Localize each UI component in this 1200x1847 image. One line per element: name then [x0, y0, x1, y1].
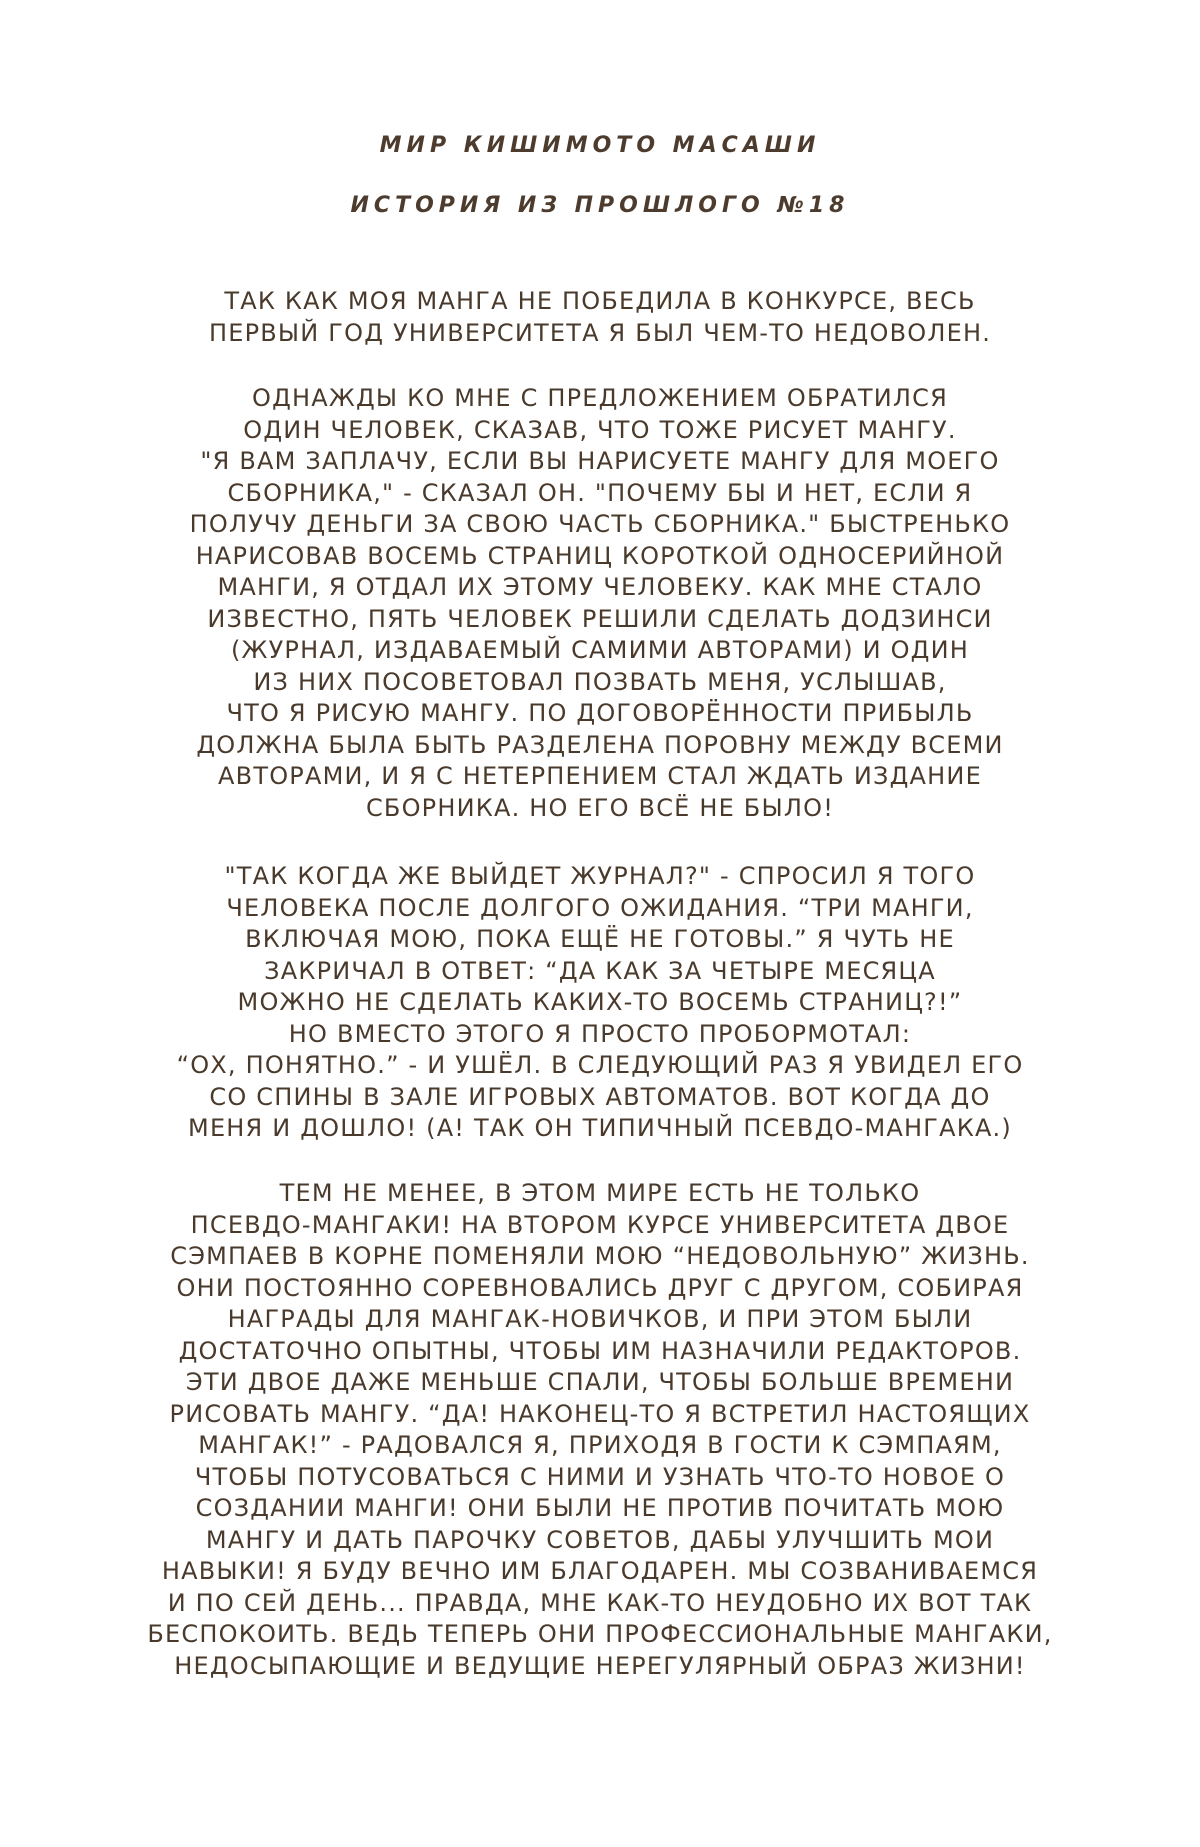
- paragraph-4: [90, 1178, 1110, 1682]
- text-line: ТАК КАК МОЯ МАНГА НЕ ПОБЕДИЛА В КОНКУРСЕ, ВЕСЬ: [224, 287, 976, 315]
- text-line: СОЗДАНИИ МАНГИ! ОНИ БЫЛИ НЕ ПРОТИВ ПОЧИТАТЬ МОЮ: [195, 1494, 1005, 1522]
- text-line: НО ВМЕСТО ЭТОГО Я ПРОСТО ПРОБОРМОТАЛ:: [288, 1019, 912, 1048]
- text-line: "Я ВАМ ЗАПЛАЧУ, ЕСЛИ ВЫ НАРИСУЕТЕ МАНГУ ДЛЯ МОЕГО: [200, 447, 1000, 475]
- paragraph-1: [90, 286, 1110, 349]
- text-line: МАНГИ, Я ОТДАЛ ИХ ЭТОМУ ЧЕЛОВЕКУ. КАК МНЕ СТАЛО: [217, 573, 983, 601]
- text-line: ЧТОБЫ ПОТУСОВАТЬСЯ С НИМИ И УЗНАТЬ ЧТО-ТО НОВОЕ О: [194, 1462, 1006, 1491]
- text-line: ЧТО Я РИСУЮ МАНГУ. ПО ДОГОВОРЁННОСТИ ПРИБЫЛЬ: [226, 699, 974, 727]
- text-line: СЭМПАЕВ В КОРНЕ ПОМЕНЯЛИ МОЮ “НЕДОВОЛЬНУЮ” ЖИЗНЬ.: [170, 1242, 1030, 1270]
- text-line: РИСОВАТЬ МАНГУ. “ДА! НАКОНЕЦ-ТО Я ВСТРЕТИЛ НАСТОЯЩИХ: [169, 1399, 1031, 1428]
- text-line: ЧЕЛОВЕКА ПОСЛЕ ДОЛГОГО ОЖИДАНИЯ. “ТРИ МАНГИ,: [226, 893, 974, 922]
- text-line: МЕНЯ И ДОШЛО! (А! ТАК ОН ТИПИЧНЫЙ ПСЕВДО-МАНГАКА.): [188, 1114, 1012, 1142]
- paragraph-3: [90, 861, 1110, 1145]
- text-line: НАРИСОВАВ ВОСЕМЬ СТРАНИЦ КОРОТКОЙ ОДНОСЕРИЙНОЙ: [195, 541, 1005, 570]
- text-line: ДОЛЖНА БЫЛА БЫТЬ РАЗДЕЛЕНА ПОРОВНУ МЕЖДУ ВСЕМИ: [196, 730, 1004, 759]
- text-line: МАНГАК!” - РАДОВАЛСЯ Я, ПРИХОДЯ В ГОСТИ К СЭМПАЯМ,: [198, 1431, 1002, 1459]
- text-line: ИЗ НИХ ПОСОВЕТОВАЛ ПОЗВАТЬ МЕНЯ, УСЛЫШАВ,: [253, 667, 947, 696]
- text-line: СО СПИНЫ В ЗАЛЕ ИГРОВЫХ АВТОМАТОВ. ВОТ КОГДА ДО: [209, 1082, 991, 1111]
- text-line: ПОЛУЧУ ДЕНЬГИ ЗА СВОЮ ЧАСТЬ СБОРНИКА." БЫСТРЕНЬКО: [189, 510, 1011, 538]
- page-title-line-2: ИСТОРИЯ ИЗ ПРОШЛОГО №18: [350, 193, 850, 218]
- text-line: ЭТИ ДВОЕ ДАЖЕ МЕНЬШЕ СПАЛИ, ЧТОБЫ БОЛЬШЕ ВРЕМЕНИ: [185, 1368, 1015, 1396]
- paragraph-2: [90, 383, 1110, 824]
- text-line: НАГРАДЫ ДЛЯ МАНГАК-НОВИЧКОВ, И ПРИ ЭТОМ БЫЛИ: [227, 1305, 973, 1333]
- text-line: МОЖНО НЕ СДЕЛАТЬ КАКИХ-ТО ВОСЕМЬ СТРАНИЦ?!”: [237, 988, 963, 1016]
- text-line: ОДИН ЧЕЛОВЕК, СКАЗАВ, ЧТО ТОЖЕ РИСУЕТ МАНГУ.: [243, 415, 957, 444]
- text-line: БЕСПОКОИТЬ. ВЕДЬ ТЕПЕРЬ ОНИ ПРОФЕССИОНАЛЬНЫЕ МАНГАКИ,: [147, 1620, 1053, 1648]
- text-line: ЗАКРИЧАЛ В ОТВЕТ: “ДА КАК ЗА ЧЕТЫРЕ МЕСЯЦА: [264, 956, 936, 985]
- text-line: МАНГУ И ДАТЬ ПАРОЧКУ СОВЕТОВ, ДАБЫ УЛУЧШИТЬ МОИ: [205, 1525, 995, 1554]
- text-line: ДОСТАТОЧНО ОПЫТНЫ, ЧТОБЫ ИМ НАЗНАЧИЛИ РЕДАКТОРОВ.: [178, 1336, 1022, 1365]
- text-line: ОНИ ПОСТОЯННО СОРЕВНОВАЛИСЬ ДРУГ С ДРУГОМ, СОБИРАЯ: [176, 1273, 1024, 1302]
- text-line: СБОРНИКА. НО ЕГО ВСЁ НЕ БЫЛО!: [365, 793, 835, 822]
- text-line: И ПО СЕЙ ДЕНЬ... ПРАВДА, МНЕ КАК-ТО НЕУДОБНО ИХ ВОТ ТАК: [167, 1588, 1033, 1617]
- text-line: ТЕМ НЕ МЕНЕЕ, В ЭТОМ МИРЕ ЕСТЬ НЕ ТОЛЬКО: [279, 1179, 921, 1207]
- page-title-line-1: МИР КИШИМОТО МАСАШИ: [379, 133, 821, 158]
- text-line: ВКЛЮЧАЯ МОЮ, ПОКА ЕЩЁ НЕ ГОТОВЫ.” Я ЧУТЬ НЕ: [245, 925, 955, 953]
- text-line: ОДНАЖДЫ КО МНЕ С ПРЕДЛОЖЕНИЕМ ОБРАТИЛСЯ: [251, 384, 949, 412]
- text-line: "ТАК КОГДА ЖЕ ВЫЙДЕТ ЖУРНАЛ?" - СПРОСИЛ Я ТОГО: [224, 862, 976, 890]
- text-line: “ОХ, ПОНЯТНО.” - И УШЁЛ. В СЛЕДУЮЩИЙ РАЗ Я УВИДЕЛ ЕГО: [176, 1051, 1024, 1079]
- text-line: НЕДОСЫПАЮЩИЕ И ВЕДУЩИЕ НЕРЕГУЛЯРНЫЙ ОБРАЗ ЖИЗНИ!: [174, 1651, 1026, 1680]
- text-line: АВТОРАМИ, И Я С НЕТЕРПЕНИЕМ СТАЛ ЖДАТЬ ИЗДАНИЕ: [218, 762, 982, 790]
- text-line: ПЕРВЫЙ ГОД УНИВЕРСИТЕТА Я БЫЛ ЧЕМ-ТО НЕДОВОЛЕН.: [208, 318, 992, 347]
- text-line: ПСЕВДО-МАНГАКИ! НА ВТОРОМ КУРСЕ УНИВЕРСИТЕТА ДВОЕ: [190, 1210, 1010, 1239]
- text-line: (ЖУРНАЛ, ИЗДАВАЕМЫЙ САМИМИ АВТОРАМИ) И ОДИН: [230, 636, 970, 664]
- text-line: СБОРНИКА," - СКАЗАЛ ОН. "ПОЧЕМУ БЫ И НЕТ, ЕСЛИ Я: [227, 478, 973, 507]
- text-line: НАВЫКИ! Я БУДУ ВЕЧНО ИМ БЛАГОДАРЕН. МЫ СОЗВАНИВАЕМСЯ: [161, 1557, 1039, 1585]
- text-line: ИЗВЕСТНО, ПЯТЬ ЧЕЛОВЕК РЕШИЛИ СДЕЛАТЬ ДОДЗИНСИ: [207, 604, 993, 633]
